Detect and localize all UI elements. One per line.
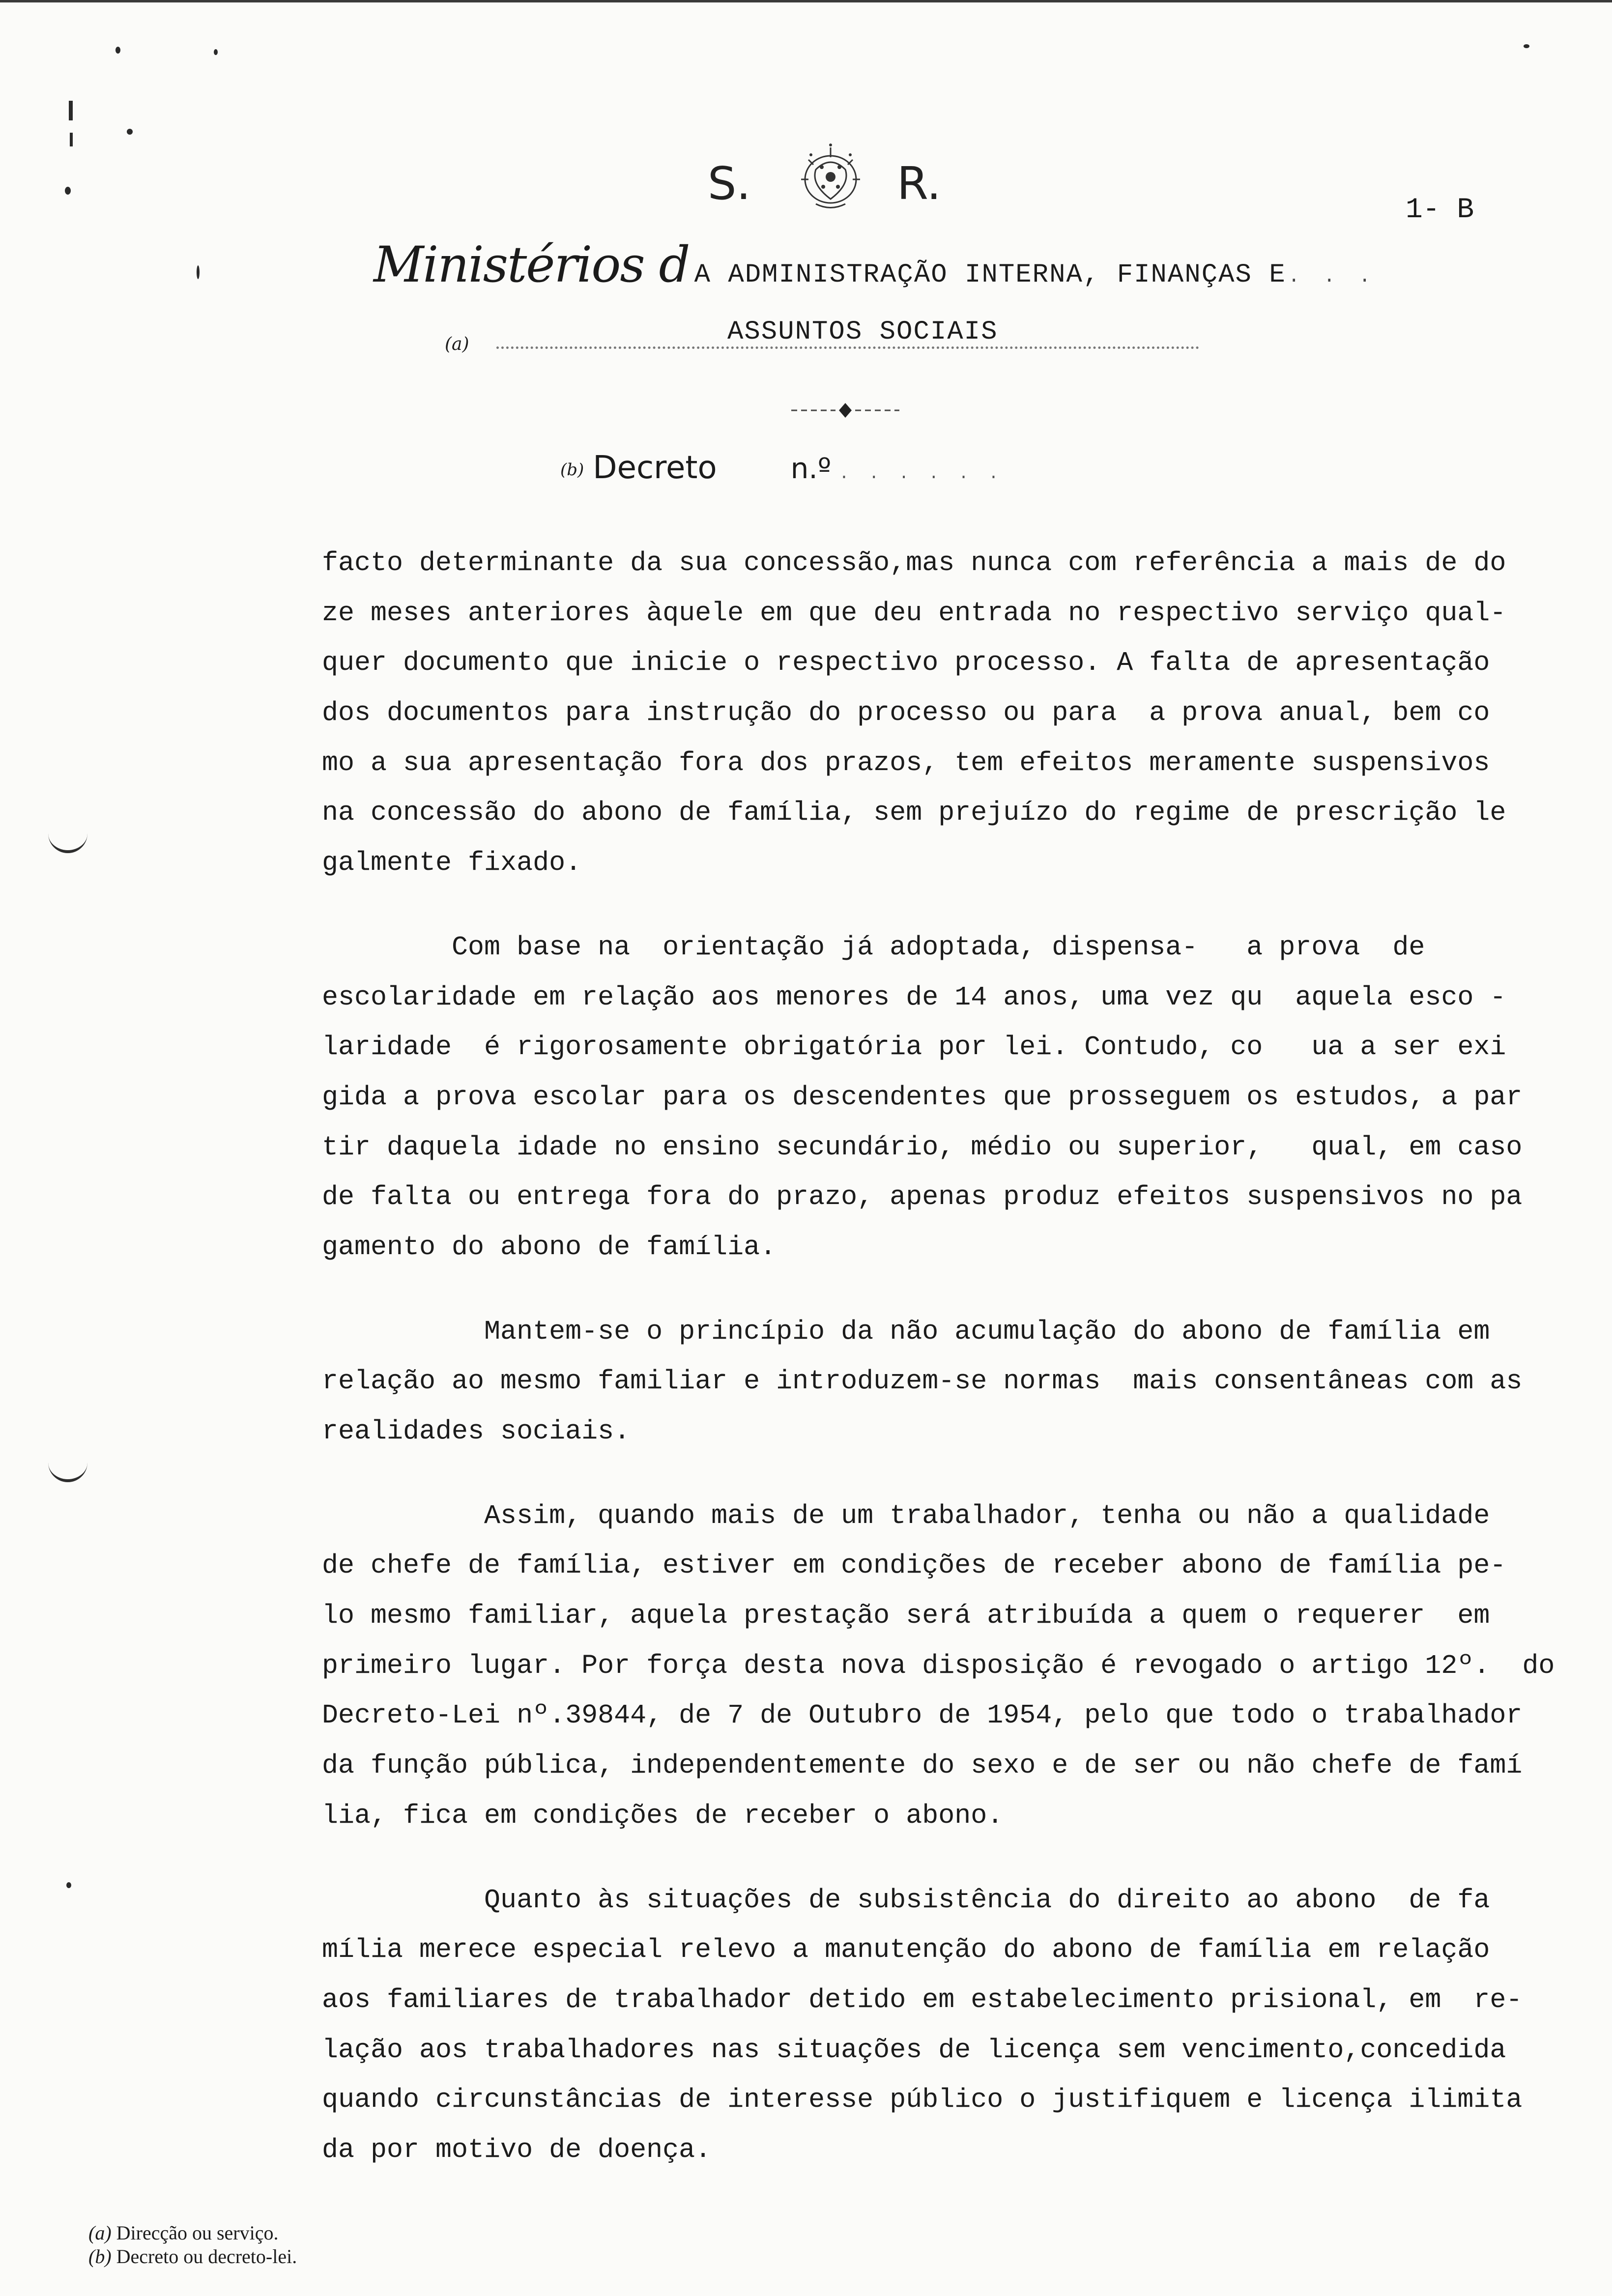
footnotes <box>88 2221 297 2268</box>
paragraph <box>322 1307 1551 1457</box>
text-line: ze meses anteriores àquele em que deu entrada no respectivo serviço qual- <box>322 597 1506 629</box>
paragraph <box>322 1875 1551 2175</box>
text-line: dos documentos para instrução do processo ou para a prova anual, bem co <box>322 697 1490 729</box>
direction-fill-line <box>496 346 1199 349</box>
scan-speck <box>65 187 71 195</box>
text-line: lação aos trabalhadores nas situações de licença sem vencimento,concedida <box>322 2034 1506 2066</box>
text-line: de chefe de família, estiver em condições de receber abono de família pe- <box>322 1550 1506 1581</box>
text-line: galmente fixado. <box>322 847 582 879</box>
text-line: tir daquela idade no ensino secundário, médio ou superior, qual, em caso <box>322 1131 1523 1163</box>
text-line: da função pública, independentemente do sexo e de ser ou não chefe de famí <box>322 1750 1523 1781</box>
hole-punch-mark <box>48 831 87 853</box>
scan-speck <box>127 129 133 135</box>
decreto-fill-dots: . . . . . . <box>839 465 1004 484</box>
scan-speck <box>70 133 73 146</box>
text-line: quando circunstâncias de interesse público o justifiquem e licença ilimita <box>322 2084 1523 2116</box>
ministry-label: Ministérios d <box>374 236 690 293</box>
scan-speck <box>197 265 200 279</box>
top-border-rule <box>0 0 1612 2</box>
text-line: realidades sociais. <box>322 1416 631 1447</box>
text-line: na concessão do abono de família, sem prejuízo do regime de prescrição le <box>322 797 1506 829</box>
text-line: primeiro lugar. Por força desta nova disposição é revogado o artigo 12º. do <box>322 1650 1555 1681</box>
note-b-marker: (b) <box>560 459 584 480</box>
footnote-b <box>88 2245 297 2268</box>
note-a-marker: (a) <box>445 334 469 354</box>
decreto-label: Decreto <box>593 450 717 486</box>
text-line: aos familiares de trabalhador detido em estabelecimento prisional, em re- <box>322 1984 1523 2015</box>
scan-speck <box>1524 44 1529 48</box>
text-line: escolaridade em relação aos menores de 14 anos, uma vez qu aquela esco - <box>322 981 1506 1013</box>
sr-left-letter: S. <box>708 157 751 210</box>
page-identifier: 1- B <box>1406 194 1474 226</box>
ministry-name: A ADMINISTRAÇÃO INTERNA, FINANÇAS E <box>694 260 1286 290</box>
footnote-a <box>88 2221 297 2245</box>
sr-right-letter: R. <box>897 157 941 210</box>
scan-speck <box>214 49 218 55</box>
divider-ornament-icon <box>789 401 902 420</box>
text-line: relação ao mesmo familiar e introduzem-se normas mais consentâneas com as <box>322 1366 1523 1397</box>
scan-speck <box>66 1882 71 1888</box>
hole-punch-mark <box>48 1460 87 1482</box>
header-seal-row <box>0 147 1612 216</box>
text-line: mília merece especial relevo a manutenção do abono de família em relação <box>322 1934 1490 1966</box>
scan-speck <box>69 101 73 120</box>
ministry-name-continued: ASSUNTOS SOCIAIS <box>727 317 998 347</box>
text-line: quer documento que inicie o respectivo processo. A falta de apresentação <box>322 647 1490 679</box>
text-line: Decreto-Lei nº.39844, de 7 de Outubro de 1954, pelo que todo o trabalhador <box>322 1700 1523 1731</box>
text-line: de falta ou entrega fora do prazo, apenas produz efeitos suspensivos no pa <box>322 1181 1523 1213</box>
paragraph <box>322 538 1551 888</box>
paragraph <box>322 922 1551 1272</box>
paragraph <box>322 1491 1555 1841</box>
footnote-a-marker: (a) <box>88 2222 112 2244</box>
text-line: mo a sua apresentação fora dos prazos, tem efeitos meramente suspensivos <box>322 747 1490 778</box>
text-line: Quanto às situações de subsistência do direito ao abono de fa <box>322 1884 1490 1916</box>
text-line: lo mesmo familiar, aquela prestação será atribuída a quem o requerer em <box>322 1600 1490 1632</box>
text-line: lia, fica em condições de receber o abono. <box>322 1800 1004 1831</box>
coat-of-arms-icon <box>781 140 880 214</box>
text-line: laridade é rigorosamente obrigatória por lei. Contudo, co ua a ser exi <box>322 1032 1506 1063</box>
text-line: Com base na orientação já adoptada, dispensa- a prova de <box>322 931 1425 963</box>
scan-speck <box>115 47 120 54</box>
footnote-b-text: Decreto ou decreto-lei. <box>116 2245 297 2267</box>
footnote-b-marker: (b) <box>88 2245 112 2267</box>
fill-dots: . . . <box>1288 266 1377 288</box>
decreto-number-label: n.º <box>790 452 832 485</box>
text-line: Mantem-se o princípio da não acumulação do abono de família em <box>322 1316 1490 1347</box>
document-body <box>322 538 1555 2175</box>
text-line: facto determinante da sua concessão,mas nunca com referência a mais de do <box>322 547 1506 578</box>
text-line: gida a prova escolar para os descendentes que prosseguem os estudos, a par <box>322 1081 1523 1113</box>
text-line: da por motivo de doença. <box>322 2134 712 2165</box>
text-line: gamento do abono de família. <box>322 1231 777 1263</box>
decreto-line <box>560 450 1004 486</box>
ministry-line <box>374 236 1377 293</box>
footnote-a-text: Direcção ou serviço. <box>116 2222 279 2244</box>
text-line: Assim, quando mais de um trabalhador, tenha ou não a qualidade <box>322 1500 1490 1531</box>
